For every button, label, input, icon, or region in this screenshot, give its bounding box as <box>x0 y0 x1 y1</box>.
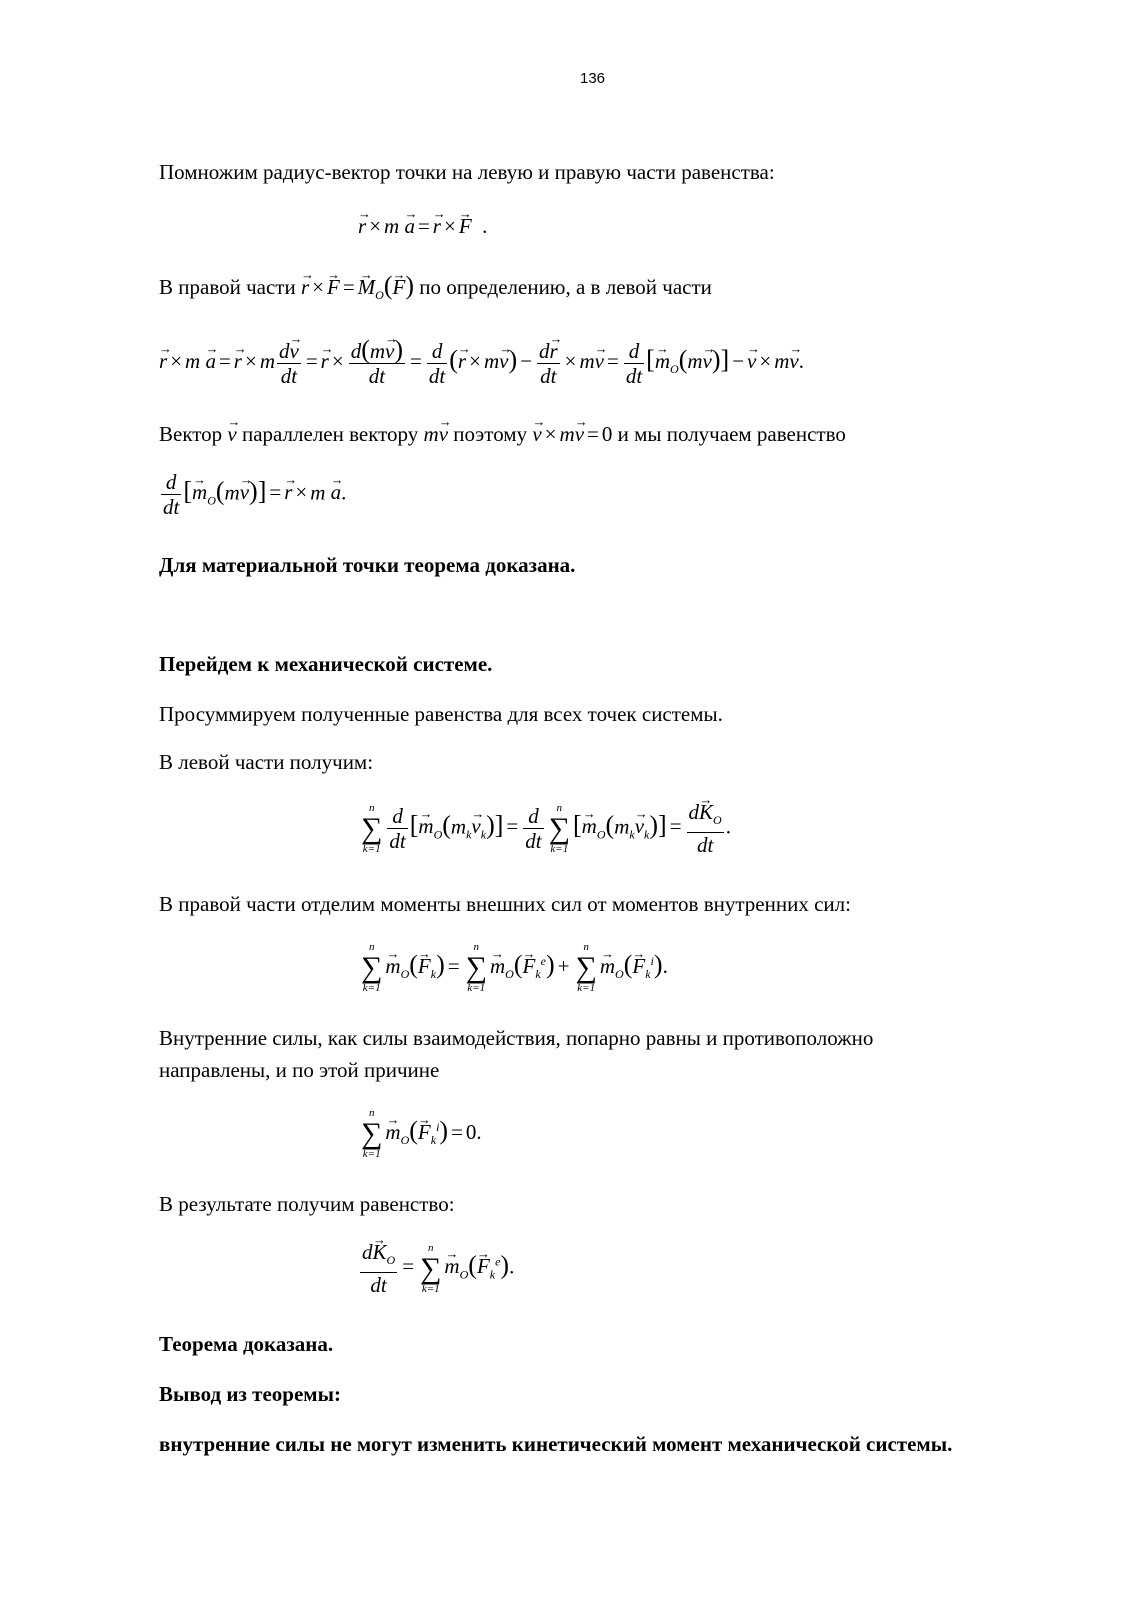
conclusion-statement: внутренние силы не могут изменить кинетический момент механической системы. <box>159 1432 953 1456</box>
heading-conclusion: Вывод из теоремы: <box>159 1382 341 1406</box>
heading-mechanical-system: Перейдем к механической системе. <box>159 652 493 676</box>
inline-mv: m→ v <box>424 422 449 446</box>
inline-v-cross-mv-zero: → v × m→ v = 0 <box>532 422 612 446</box>
paragraph-sum-equalities: Просуммируем полученные равенства для всех точек системы. <box>159 702 723 726</box>
paragraph-right-part-end: по определению, а в левой части <box>419 275 712 299</box>
paragraph-parallel-d: и мы получаем равенство <box>617 422 846 446</box>
equation-left-part-derivation: → r × m → a =→ r × m $\frac{d\to v}{dt}$ =→ r × $\frac{d(m\to v)}{dt}$ = $\frac{d}{dt}$ (→ r × m→ v) − $\frac{d\to r}{dt}$ × m→ v = $\frac{d}{dt}$ [→ $m_O(m\to v)] -\to v \times m\to v$. <box>159 338 804 388</box>
equation-internal-zero: n ∑ k=1 → $m_O(\to F_k^i) = 0$. <box>358 1108 482 1160</box>
paragraph-result: В результате получим равенство: <box>159 1192 455 1216</box>
paragraph-left-part: В левой части получим: <box>159 750 374 774</box>
paragraph-multiply: Помножим радиус-вектор точки на левую и правую части равенства: <box>159 160 775 184</box>
heading-point-proved: Для материальной точки теорема доказана. <box>159 553 576 577</box>
paragraph-parallel-c: поэтому <box>453 422 528 446</box>
paragraph-parallel-b: параллелен вектору <box>241 422 419 446</box>
paragraph-parallel-vectors <box>159 422 846 446</box>
paragraph-internal-forces-2: направлены, и по этой причине <box>159 1058 440 1082</box>
paragraph-right-part <box>159 271 712 307</box>
equation-theorem-result: $\frac{d\to K_O}{dt}$ = n ∑ k=1 → $m_O(\to F_k^e)$. <box>358 1240 514 1297</box>
equation-r-cross-ma: → r × m → a =→ r ×→ F . <box>358 214 487 238</box>
inline-v: → v <box>227 422 236 446</box>
paragraph-parallel-a: Вектор <box>159 422 223 446</box>
equation-sum-left: n ∑ k=1 $\frac{d}{dt}$ [→ $m_O(m_k\to v_k)$] = $\frac{d}{dt}$ n ∑ k=1 [→ $m_O(m_k\to v_k)$] = $\frac{d\to K_O}{dt}$ . <box>358 800 731 857</box>
heading-theorem-proved: Теорема доказана. <box>159 1332 334 1356</box>
inline-moment-definition: → $r \times\to F =\to M_O(\to F)$ <box>301 275 414 299</box>
paragraph-internal-forces-1: Внутренние силы, как силы взаимодействия, попарно равны и противоположно <box>159 1026 874 1050</box>
paragraph-separate-moments: В правой части отделим моменты внешних сил от моментов внутренних сил: <box>159 892 851 916</box>
equation-point-theorem: $\frac{d}{dt}$ [→ $m_O(m\to v)] =\to r \times m \to a$. <box>159 470 346 519</box>
equation-sum-right: n ∑ k=1 → $m_O(\to F_k)$ = n ∑ k=1 → $m_O(\to F_k^e)$ + n ∑ k=1 → $m_O(\to F_k^i)$. <box>358 942 668 994</box>
paragraph-right-part-start: В правой части <box>159 275 296 299</box>
page-number: 136 <box>580 70 606 87</box>
